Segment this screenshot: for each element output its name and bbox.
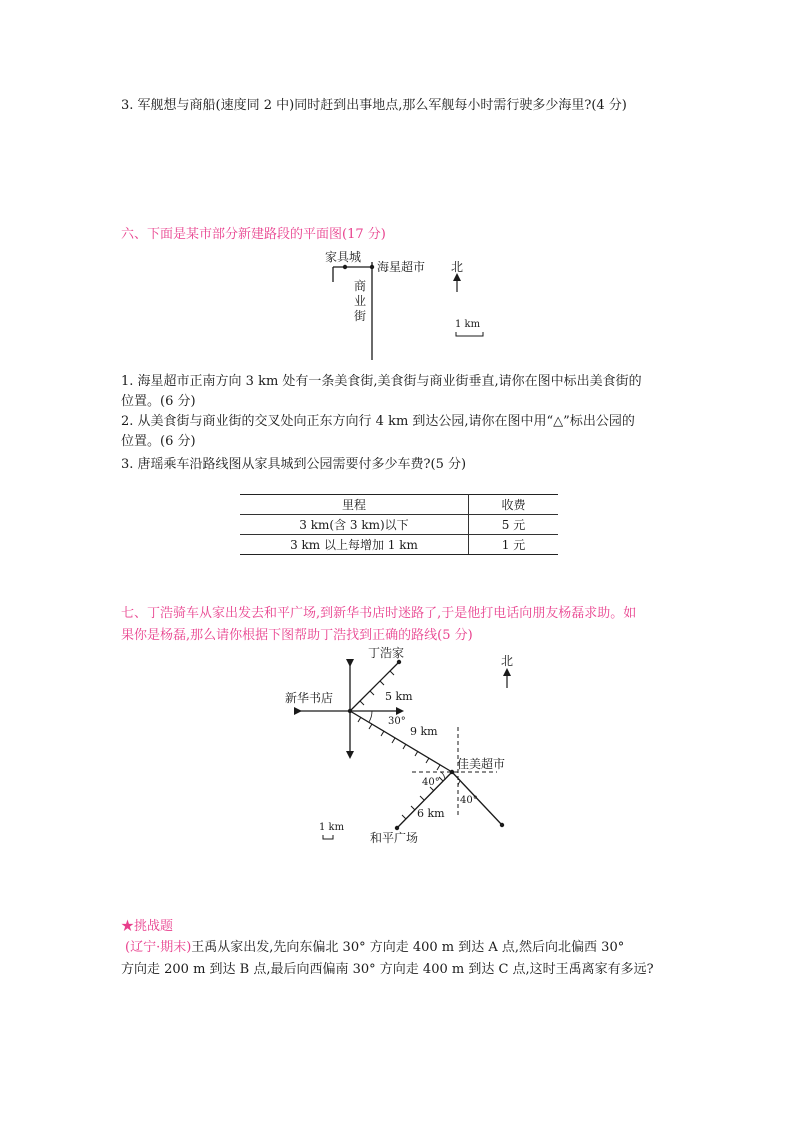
table-row — [240, 515, 558, 535]
s6-question-1-line1: 1. 海星超市正南方向 3 km 处有一条美食街,美食街与商业街垂直,请你在图中标出美食街的 — [121, 374, 642, 389]
street-char-1: 商 — [354, 279, 367, 293]
challenge-tag: (辽宁·期末) — [125, 940, 192, 955]
scale-label-6: 1 km — [455, 319, 481, 330]
cell-fee: 1 元 — [469, 535, 559, 555]
table-header-row — [240, 495, 558, 515]
distance-9km: 9 km — [410, 725, 438, 738]
angle-30: 30° — [388, 716, 406, 727]
city-map — [325, 249, 483, 360]
angle-40a: 40° — [422, 777, 440, 788]
s6-question-2-line1: 2. 从美食街与商业街的交叉处向正东方向行 4 km 到达公园,请你在图中用“△”标出公园的 — [121, 414, 635, 429]
dinghao-label: 丁浩家 — [368, 646, 405, 660]
header-fee: 收费 — [469, 495, 559, 515]
header-mileage: 里程 — [240, 495, 469, 515]
s6-question-1-line2: 位置。(6 分) — [121, 394, 196, 409]
s6-question-2-line2: 位置。(6 分) — [121, 434, 196, 449]
jiajucheng-point — [343, 265, 347, 269]
north-label-7: 北 — [501, 654, 514, 668]
se-point — [500, 823, 504, 827]
heping-label: 和平广场 — [370, 831, 419, 845]
jiajucheng-label: 家具城 — [325, 250, 362, 264]
cell-mileage: 3 km(含 3 km)以下 — [240, 515, 469, 535]
scale-bar-7 — [323, 835, 333, 839]
challenge-line1 — [121, 939, 624, 957]
angle-40b: 40° — [460, 795, 478, 806]
jiamei-label: 佳美超市 — [457, 757, 506, 771]
section-7-title-line2: 果你是杨磊,那么请你根据下图帮助丁浩找到正确的路线(5 分) — [121, 628, 473, 643]
xinhua-label: 新华书店 — [285, 691, 334, 705]
route-map — [285, 645, 513, 845]
route-home — [350, 662, 399, 711]
heping-point — [395, 826, 399, 830]
dinghao-point — [397, 660, 401, 664]
question-3: 3. 军舰想与商船(速度同 2 中)同时赶到出事地点,那么军舰每小时需行驶多少海里?(4 分) — [121, 98, 627, 113]
arc-40b — [458, 781, 460, 786]
jiamei-point — [450, 770, 454, 774]
cell-fee: 5 元 — [469, 515, 559, 535]
arc-40a — [441, 772, 445, 780]
scale-label-7: 1 km — [319, 822, 345, 833]
s6-question-3: 3. 唐瑶乘车沿路线图从家具城到公园需要付多少车费?(5 分) — [121, 457, 467, 472]
table-row — [240, 535, 558, 555]
north-label-6: 北 — [451, 260, 464, 274]
scale-bar-6 — [456, 332, 483, 336]
cell-mileage: 3 km 以上每增加 1 km — [240, 535, 469, 555]
challenge-title: ★挑战题 — [121, 919, 174, 934]
section-7-title-line1: 七、丁浩骑车从家出发去和平广场,到新华书店时迷路了,于是他打电话向朋友杨磊求助。如 — [121, 606, 637, 621]
distance-5km: 5 km — [385, 690, 413, 703]
distance-6km: 6 km — [417, 807, 445, 820]
fee-table — [240, 494, 558, 555]
xinhua-point — [348, 709, 352, 713]
street-char-2: 业 — [354, 294, 367, 308]
arc-30 — [369, 711, 372, 722]
haixing-point — [370, 265, 374, 269]
street-char-3: 街 — [354, 309, 367, 323]
haixing-label: 海星超市 — [377, 260, 426, 274]
challenge-line1-text: 王禹从家出发,先向东偏北 30° 方向走 400 m 到达 A 点,然后向北偏西 30° — [191, 940, 625, 955]
challenge-line2: 方向走 200 m 到达 B 点,最后向西偏南 30° 方向走 400 m 到达 C 点,这时王禹离家有多远? — [121, 962, 654, 977]
section-6-title: 六、下面是某市部分新建路段的平面图(17 分) — [121, 227, 386, 242]
